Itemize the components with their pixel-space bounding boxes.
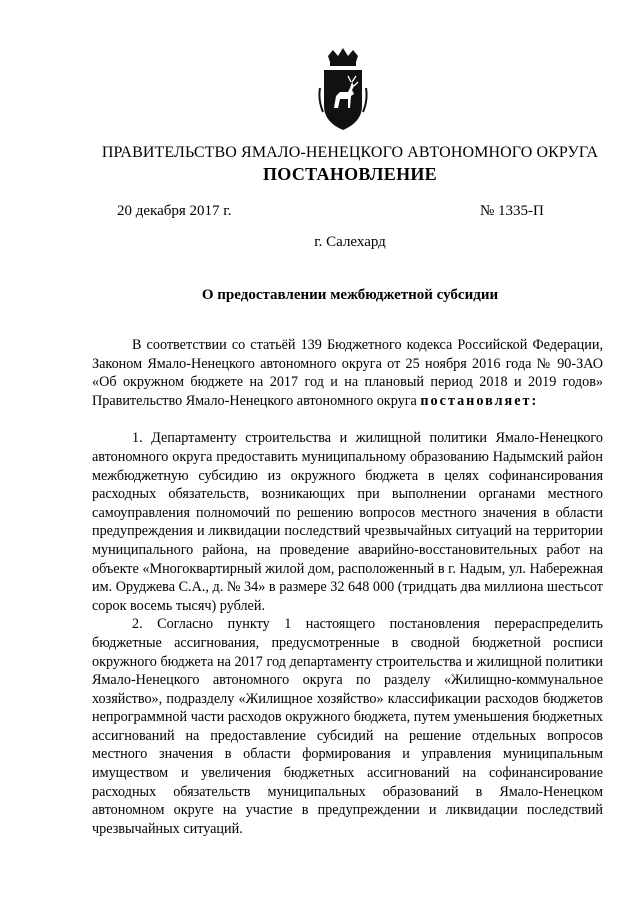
document-city: г. Салехард [314, 234, 386, 250]
document-body [92, 336, 603, 838]
coat-of-arms-icon [318, 48, 368, 138]
document-date: 20 декабря 2017 г. [117, 203, 232, 219]
paragraph-1: 1. Департаменту строительства и жилищной политики Ямало-Ненецкого автономного округа предоставить муниципальному образованию Надымский район межбюджетную субсидию из окружного бюджета в целях софинансирования расходных обязательств, возникающих при выполнении органами местного самоуправления полномочий по решению вопросов местного значения в области предупреждения и ликвидации последствий чрезвычайных ситуаций на территории муниципального района, на проведение аварийно-восстановительных работ на объекте «Многоквартирный жилой дом, расположенный в г. Надым, ул. Набережная им. Оруджева С.А., д. № 34» в размере 32 648 000 (тридцать два миллиона шестьсот сорок восемь тысяч) рублей. [92, 430, 603, 614]
preamble-paragraph [92, 336, 603, 410]
government-title: ПРАВИТЕЛЬСТВО ЯМАЛО-НЕНЕЦКОГО АВТОНОМНОГО ОКРУГА [101, 144, 599, 161]
document-subject: О предоставлении межбюджетной субсидии [201, 287, 499, 303]
document-number: № 1335-П [480, 203, 544, 219]
decree-word: постановляет: [420, 392, 539, 409]
document-type: ПОСТАНОВЛЕНИЕ [263, 164, 437, 184]
paragraph-2: 2. Согласно пункту 1 настоящего постановления перераспределить бюджетные ассигнования, предусмотренные в сводной бюджетной росписи окружного бюджета на 2017 год департаменту строительства и жилищной политики Ямало-Ненецкого автономного округа по разделу «Жилищно-коммунальное хозяйство», подразделу «Жилищное хозяйство» классификации расходов бюджетов непрограммной части расходов окружного бюджета, путем уменьшения бюджетных ассигнований на предоставление субсидий на решение отдельных вопросов местного значения в области формирования и управления муниципальным имуществом и увеличения бюджетных ассигнований на софинансирование расходных обязательств муниципальных образований в Ямало-Ненецком автономном округе на участие в предупреждении и ликвидации последствий чрезвычайных ситуаций. [92, 616, 603, 837]
preamble-text: В соответствии со статьёй 139 Бюджетного кодекса Российской Федерации, Законом Ямало-Ненецкого автономного округа от 25 ноября 2016 года № 90-ЗАО «Об окружном бюджете на 2017 год и на плановый период 2018 и 2019 годов» Правительство Ямало-Ненецкого автономного округа [92, 337, 603, 409]
